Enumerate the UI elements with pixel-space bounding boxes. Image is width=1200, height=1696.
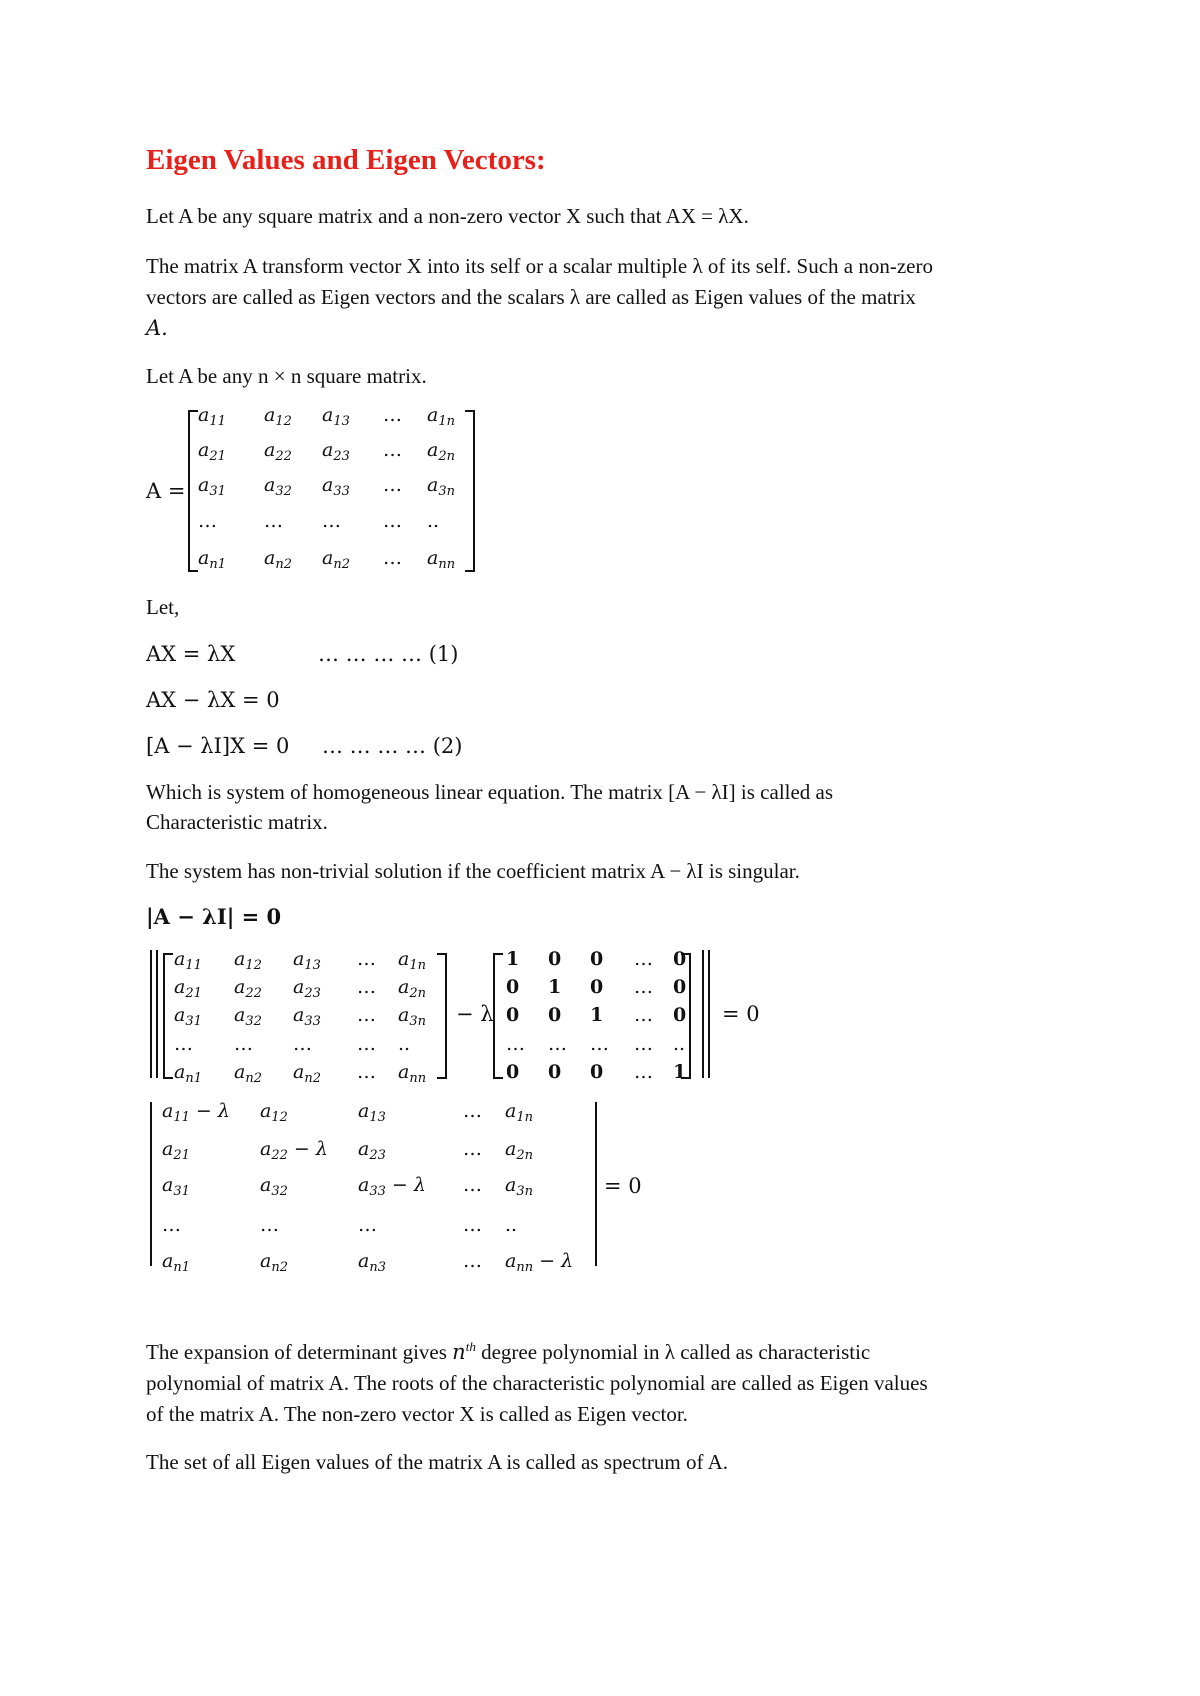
matrix-a-cell: … <box>198 510 217 532</box>
matrix-a-cell: $a_{32}$ <box>264 474 292 499</box>
identity-cell: 0 <box>506 1061 520 1083</box>
matrix-a-cell: $a_{23}$ <box>322 439 350 464</box>
identity-cell: 0 <box>548 1004 562 1026</box>
det-outer-right-bar-2 <box>708 950 710 1078</box>
identity-cell: 0 <box>673 948 687 970</box>
det-matrix-a-cell: $a_{11}$ <box>174 948 202 973</box>
definition-line-3: A. <box>146 316 168 340</box>
equals-zero-2: = 0 <box>604 1174 642 1198</box>
identity-cell: 1 <box>590 1004 604 1026</box>
identity-cell: 0 <box>548 1061 562 1083</box>
equals-zero-1: = 0 <box>722 1002 760 1026</box>
char-det-left-bar <box>150 1102 152 1266</box>
equation-2-ref: … … … … (2) <box>322 734 463 758</box>
char-det-cell: $a_{n3}$ <box>358 1250 386 1275</box>
identity-cell: … <box>548 1033 567 1055</box>
det-matrix-a-cell: … <box>357 1033 376 1055</box>
det-matrix-a-cell: .. <box>398 1033 411 1055</box>
char-det-cell: … <box>463 1138 482 1160</box>
matrix-a-cell: … <box>383 404 402 426</box>
matrix-a-left-bracket <box>188 410 198 572</box>
char-det-cell: .. <box>505 1214 518 1236</box>
char-det-cell: $a_{23}$ <box>358 1138 386 1163</box>
char-det-cell: $a_{2n}$ <box>505 1138 533 1163</box>
char-det-cell: $a_{31}$ <box>162 1174 190 1199</box>
matrix-a-cell: … <box>383 547 402 569</box>
det-matrix-a-right-bracket <box>437 953 447 1079</box>
equation-2: [A − λI]X = 0 <box>146 734 290 758</box>
det-matrix-a-cell: $a_{n2}$ <box>293 1061 321 1086</box>
matrix-a-cell: $a_{13}$ <box>322 404 350 429</box>
det-matrix-a-left-bracket <box>163 953 173 1079</box>
definition-line-2: vectors are called as Eigen vectors and the scalars λ are called as Eigen values of the matrix <box>146 285 916 309</box>
char-det-cell: $a_{22} - \lambda$ <box>260 1138 328 1163</box>
matrix-a-cell: … <box>383 474 402 496</box>
identity-cell: 0 <box>590 1061 604 1083</box>
matrix-a-cell: … <box>322 510 341 532</box>
det-matrix-a-cell: … <box>174 1033 193 1055</box>
det-matrix-a-cell: $a_{22}$ <box>234 976 262 1001</box>
determinant-equation: |A − λI| = 0 <box>146 904 282 929</box>
det-matrix-a-cell: … <box>357 1061 376 1083</box>
identity-cell: 1 <box>673 1061 687 1083</box>
identity-cell: … <box>590 1033 609 1055</box>
det-matrix-a-cell: $a_{33}$ <box>293 1004 321 1029</box>
nontrivial-condition: The system has non-trivial solution if the coefficient matrix A − λI is singular. <box>146 859 800 883</box>
matrix-a-cell: $a_{nn}$ <box>427 547 456 572</box>
char-det-cell: $a_{11} - \lambda$ <box>162 1100 230 1125</box>
det-matrix-a-cell: $a_{23}$ <box>293 976 321 1001</box>
matrix-a-cell: .. <box>427 510 440 532</box>
matrix-a-cell: … <box>383 510 402 532</box>
matrix-a-cell: $a_{33}$ <box>322 474 350 499</box>
matrix-a-cell: $a_{22}$ <box>264 439 292 464</box>
identity-cell: … <box>634 1033 653 1055</box>
matrix-a-cell: $a_{n2}$ <box>264 547 292 572</box>
identity-cell: … <box>634 948 653 970</box>
matrix-a-cell: $a_{31}$ <box>198 474 226 499</box>
matrix-a-cell: … <box>264 510 283 532</box>
minus-lambda: − λ <box>456 1002 494 1026</box>
identity-cell: .. <box>673 1033 686 1055</box>
conclusion-line-2: polynomial of matrix A. The roots of the characteristic polynomial are called as Eigen values <box>146 1371 928 1395</box>
let-label: Let, <box>146 595 180 619</box>
matrix-a-label: A = <box>146 479 186 503</box>
identity-cell: … <box>634 976 653 998</box>
char-det-cell: $a_{nn} - \lambda$ <box>505 1250 574 1275</box>
det-outer-right-bar <box>702 950 704 1078</box>
homogeneous-line-1: Which is system of homogeneous linear equation. The matrix [A − λI] is called as <box>146 780 834 804</box>
definition-line-1: The matrix A transform vector X into its self or a scalar multiple λ of its self. Such a non-zero <box>146 254 933 278</box>
matrix-a-right-bracket <box>465 410 475 572</box>
identity-cell: … <box>634 1004 653 1026</box>
matrix-a-cell: $a_{21}$ <box>198 439 226 464</box>
matrix-a-cell: $a_{3n}$ <box>427 474 455 499</box>
det-matrix-a-cell: $a_{n1}$ <box>174 1061 202 1086</box>
det-matrix-a-cell: … <box>234 1033 253 1055</box>
det-matrix-a-cell: $a_{3n}$ <box>398 1004 426 1029</box>
det-matrix-a-cell: $a_{2n}$ <box>398 976 426 1001</box>
det-outer-left-bar <box>150 950 152 1078</box>
char-det-cell: $a_{n1}$ <box>162 1250 190 1275</box>
det-matrix-a-cell: … <box>357 976 376 998</box>
equation-1: AX = λX <box>146 642 236 666</box>
identity-cell: 0 <box>506 1004 520 1026</box>
page-title: Eigen Values and Eigen Vectors: <box>146 144 546 176</box>
char-det-cell: … <box>463 1174 482 1196</box>
identity-cell: 0 <box>506 976 520 998</box>
det-matrix-a-cell: … <box>293 1033 312 1055</box>
char-det-right-bar <box>595 1102 597 1266</box>
identity-cell: 0 <box>548 948 562 970</box>
matrix-a-cell: $a_{2n}$ <box>427 439 455 464</box>
identity-cell: 0 <box>590 976 604 998</box>
equation-1-ref: … … … … (1) <box>318 642 459 666</box>
identity-cell: 1 <box>548 976 562 998</box>
intro-paragraph: Let A be any square matrix and a non-zero vector X such that AX = λX. <box>146 204 749 228</box>
char-det-cell: … <box>358 1214 377 1236</box>
det-matrix-a-cell: … <box>357 1004 376 1026</box>
identity-cell: … <box>634 1061 653 1083</box>
identity-cell: … <box>506 1033 525 1055</box>
char-det-cell: $a_{32}$ <box>260 1174 288 1199</box>
char-det-cell: $a_{21}$ <box>162 1138 190 1163</box>
identity-cell: 0 <box>673 976 687 998</box>
char-det-cell: $a_{n2}$ <box>260 1250 288 1275</box>
matrix-a-cell: … <box>383 439 402 461</box>
identity-cell: 0 <box>590 948 604 970</box>
det-matrix-a-cell: $a_{13}$ <box>293 948 321 973</box>
det-matrix-a-cell: $a_{nn}$ <box>398 1061 427 1086</box>
matrix-a-cell: $a_{1n}$ <box>427 404 455 429</box>
identity-left-bracket <box>493 953 503 1079</box>
matrix-a-cell: $a_{n1}$ <box>198 547 226 572</box>
det-matrix-a-cell: $a_{12}$ <box>234 948 262 973</box>
det-matrix-a-cell: $a_{32}$ <box>234 1004 262 1029</box>
char-det-cell: $a_{12}$ <box>260 1100 288 1125</box>
matrix-a-cell: $a_{11}$ <box>198 404 226 429</box>
matrix-intro: Let A be any n × n square matrix. <box>146 364 427 388</box>
char-det-cell: … <box>260 1214 279 1236</box>
det-matrix-a-cell: $a_{1n}$ <box>398 948 426 973</box>
char-det-cell: … <box>162 1214 181 1236</box>
det-matrix-a-cell: $a_{21}$ <box>174 976 202 1001</box>
char-det-cell: $a_{3n}$ <box>505 1174 533 1199</box>
matrix-a-cell: $a_{12}$ <box>264 404 292 429</box>
char-det-cell: … <box>463 1100 482 1122</box>
char-det-cell: $a_{1n}$ <box>505 1100 533 1125</box>
char-det-cell: … <box>463 1214 482 1236</box>
det-outer-left-bar-2 <box>156 950 158 1078</box>
homogeneous-line-2: Characteristic matrix. <box>146 810 328 834</box>
conclusion-line-3: of the matrix A. The non-zero vector X is called as Eigen vector. <box>146 1402 688 1426</box>
char-det-cell: $a_{13}$ <box>358 1100 386 1125</box>
matrix-a-cell: $a_{n2}$ <box>322 547 350 572</box>
conclusion-line-1 <box>146 1339 871 1364</box>
det-matrix-a-cell: $a_{31}$ <box>174 1004 202 1029</box>
identity-cell: 1 <box>506 948 520 970</box>
det-matrix-a-cell: … <box>357 948 376 970</box>
char-det-cell: … <box>463 1250 482 1272</box>
char-det-cell: $a_{33} - \lambda$ <box>358 1174 426 1199</box>
identity-cell: 0 <box>673 1004 687 1026</box>
spectrum-definition: The set of all Eigen values of the matrix A is called as spectrum of A. <box>146 1450 729 1474</box>
conclusion-line-1-text: The expansion of determinant gives $n^{th}$ degree polynomial in λ called as characteristic <box>146 1339 871 1364</box>
det-matrix-a-cell: $a_{n2}$ <box>234 1061 262 1086</box>
equation-rearranged: AX − λX = 0 <box>146 688 280 712</box>
